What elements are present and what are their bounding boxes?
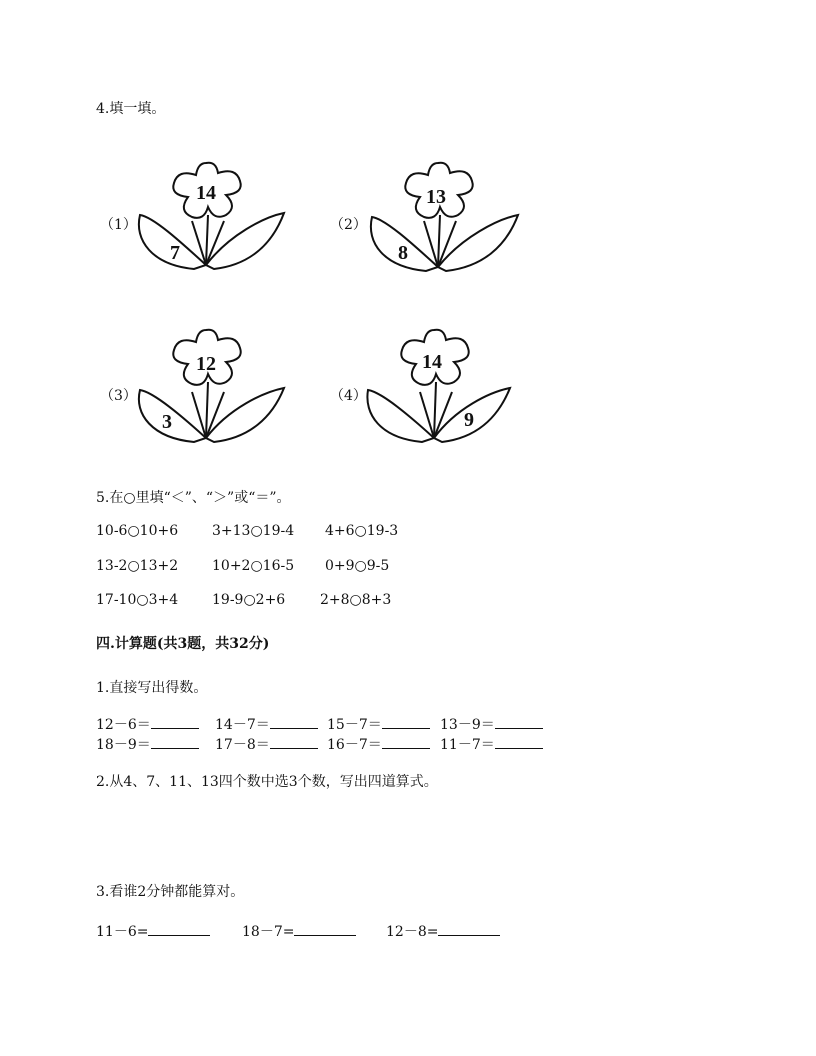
calc-item: 17－8＝	[215, 734, 318, 754]
leaf-number-1: 7	[170, 242, 180, 264]
answer-blank[interactable]	[382, 748, 430, 749]
section-title: 四.计算题(共3题，共32分)	[96, 636, 270, 652]
calc-item: 11－7＝	[440, 734, 543, 754]
calc-item: 16－7＝	[327, 734, 430, 754]
answer-blank[interactable]	[270, 748, 318, 749]
flower-number-3: 12	[196, 353, 216, 375]
leaf-number-3: 3	[162, 411, 172, 433]
calc-item: 14－7＝	[215, 714, 318, 734]
leaf-number-2: 8	[398, 242, 408, 264]
calc-item: 12－6＝	[96, 714, 199, 734]
answer-blank[interactable]	[382, 728, 430, 729]
compare-item: 3+13○19-4	[212, 523, 295, 539]
flower-label-1: （1）	[100, 217, 137, 233]
q5-title: 5.在○里填“＜”、“＞”或“＝”。	[96, 490, 291, 506]
flower-number-2: 13	[426, 186, 446, 208]
calc-item: 13－9＝	[440, 714, 543, 734]
compare-item: 4+6○19-3	[325, 523, 399, 539]
answer-blank[interactable]	[495, 728, 543, 729]
c2-title: 2.从4、7、11、13四个数中选3个数，写出四道算式。	[96, 774, 438, 790]
answer-blank[interactable]	[270, 728, 318, 729]
calc-item: 18－9＝	[96, 734, 199, 754]
answer-blank[interactable]	[495, 748, 543, 749]
compare-item: 2+8○8+3	[320, 592, 392, 608]
flower-figure-1	[134, 155, 292, 285]
compare-item: 10+2○16-5	[212, 558, 295, 574]
compare-item: 17-10○3+4	[96, 592, 179, 608]
flower-label-3: （3）	[100, 388, 137, 404]
flower-figure-4	[364, 322, 518, 452]
c3-title: 3.看谁2分钟都能算对。	[96, 884, 245, 900]
flower-figure-2	[364, 155, 526, 285]
compare-item: 0+9○9-5	[325, 558, 390, 574]
answer-blank[interactable]	[151, 728, 199, 729]
answer-blank[interactable]	[151, 748, 199, 749]
timed-calc-item: 18－7=	[242, 921, 356, 941]
leaf-number-4: 9	[464, 409, 474, 431]
answer-blank[interactable]	[148, 935, 210, 936]
flower-label-2: （2）	[330, 217, 367, 233]
flower-number-1: 14	[196, 182, 216, 204]
calc-item: 15－7＝	[327, 714, 430, 734]
q4-title: 4.填一填。	[96, 101, 166, 117]
answer-blank[interactable]	[294, 935, 356, 936]
compare-item: 19-9○2+6	[212, 592, 286, 608]
flower-label-4: （4）	[330, 388, 367, 404]
flower-figure-3	[134, 322, 292, 452]
answer-blank[interactable]	[438, 935, 500, 936]
compare-item: 13-2○13+2	[96, 558, 179, 574]
c1-title: 1.直接写出得数。	[96, 680, 208, 696]
timed-calc-item: 12－8=	[386, 921, 500, 941]
compare-item: 10-6○10+6	[96, 523, 179, 539]
timed-calc-item: 11－6=	[96, 921, 210, 941]
flower-number-4: 14	[422, 351, 442, 373]
